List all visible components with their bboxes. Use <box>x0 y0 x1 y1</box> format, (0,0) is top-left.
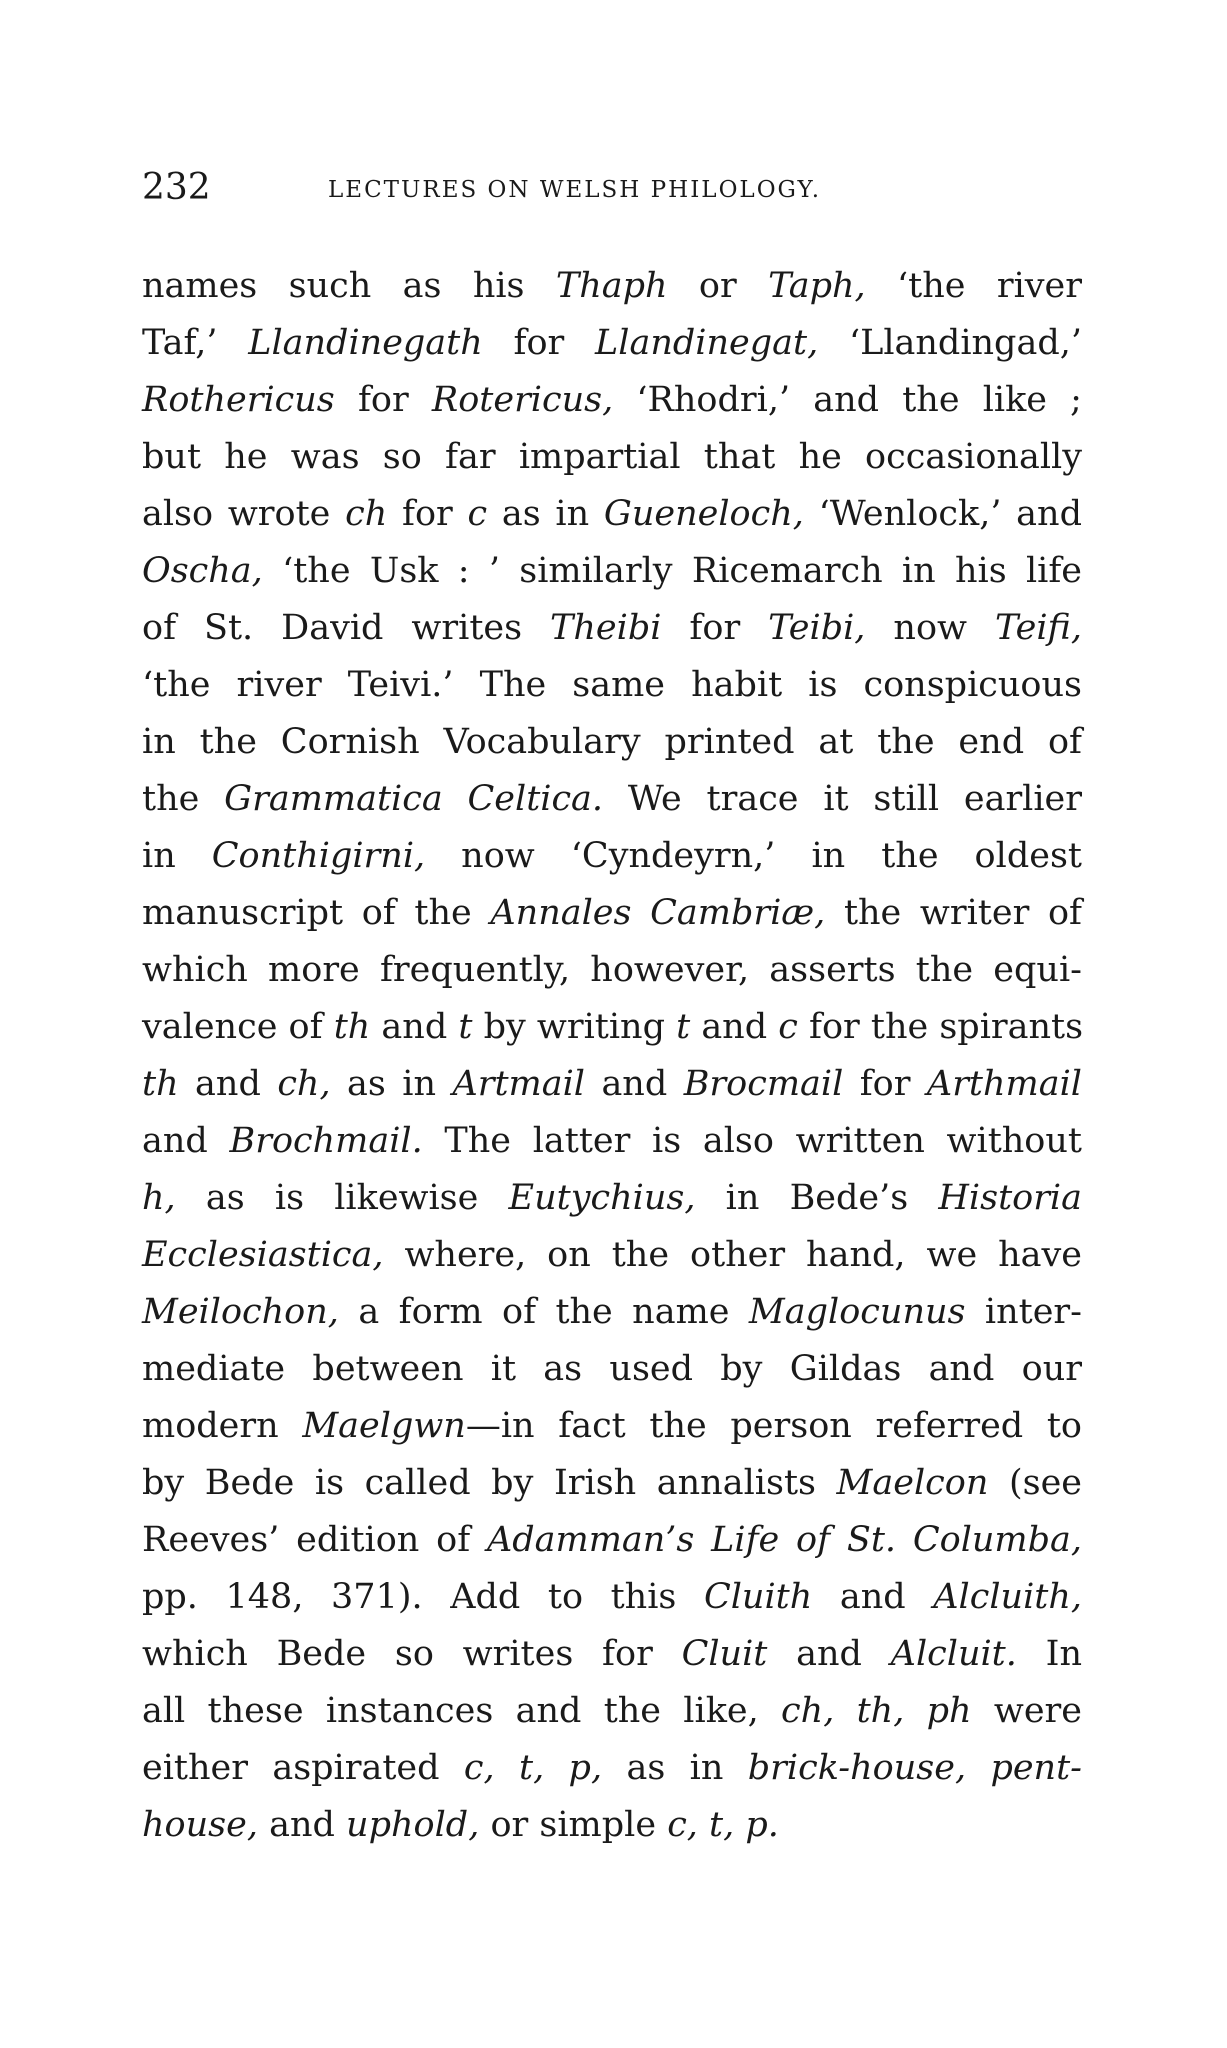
text-line: in Conthigirni, now ‘Cyndeyrn,’ in the oldest <box>142 836 1082 876</box>
text-line: valence of th and t by writing t and c for the spirants <box>142 1007 1084 1047</box>
text-line: and Brochmail. The latter is also written without <box>142 1121 1082 1161</box>
text-line: the Grammatica Celtica. We trace it still earlier <box>142 779 1083 819</box>
text-line: of St. David writes Theibi for Teibi, now Teifi, <box>142 608 1082 648</box>
text-line: pp. 148, 371). Add to this Cluith and Alcluith, <box>142 1577 1082 1617</box>
text-line: Meilochon, a form of the name Maglocunus inter- <box>142 1292 1082 1332</box>
text-line: but he was so far impartial that he occasionally <box>142 437 1082 477</box>
text-line: also wrote ch for c as in Gueneloch, ‘Wenlock,’ and <box>142 494 1082 534</box>
text-line: by Bede is called by Irish annalists Maelcon (see <box>142 1463 1082 1503</box>
text-line: in the Cornish Vocabulary printed at the end of <box>142 722 1082 762</box>
text-line: Reeves’ edition of Adamman’s Life of St. Columba, <box>142 1520 1083 1560</box>
body-text <box>142 258 1082 1854</box>
text-line: which more frequently, however, asserts the equi- <box>142 950 1082 990</box>
text-line: house, and uphold, or simple c, t, p. <box>142 1805 779 1845</box>
page-header <box>142 163 1142 213</box>
text-line: Oscha, ‘the Usk : ’ similarly Ricemarch in his life <box>142 551 1082 591</box>
running-head: LECTURES ON WELSH PHILOLOGY. <box>328 177 822 203</box>
text-line: either aspirated c, t, p, as in brick-house, pent- <box>142 1748 1082 1788</box>
text-line: all these instances and the like, ch, th, ph were <box>142 1691 1083 1731</box>
text-line: mediate between it as used by Gildas and our <box>142 1349 1082 1389</box>
text-line: manuscript of the Annales Cambriæ, the writer of <box>142 893 1082 933</box>
page-number: 232 <box>142 167 211 208</box>
text-line: names such as his Thaph or Taph, ‘the river <box>142 266 1082 306</box>
text-line: ‘the river Teivi.’ The same habit is conspicuous <box>142 665 1082 705</box>
text-line: Ecclesiastica, where, on the other hand, we have <box>142 1235 1082 1275</box>
text-line: th and ch, as in Artmail and Brocmail for Arthmail <box>142 1064 1082 1104</box>
text-line: Taf,’ Llandinegath for Llandinegat, ‘Llandingad,’ <box>142 323 1082 363</box>
text-line: which Bede so writes for Cluit and Alcluit. In <box>142 1634 1082 1674</box>
text-line: h, as is likewise Eutychius, in Bede’s Historia <box>142 1178 1082 1218</box>
text-line: Rothericus for Rotericus, ‘Rhodri,’ and the like ; <box>142 380 1082 420</box>
text-line: modern Maelgwn—in fact the person referred to <box>142 1406 1082 1446</box>
